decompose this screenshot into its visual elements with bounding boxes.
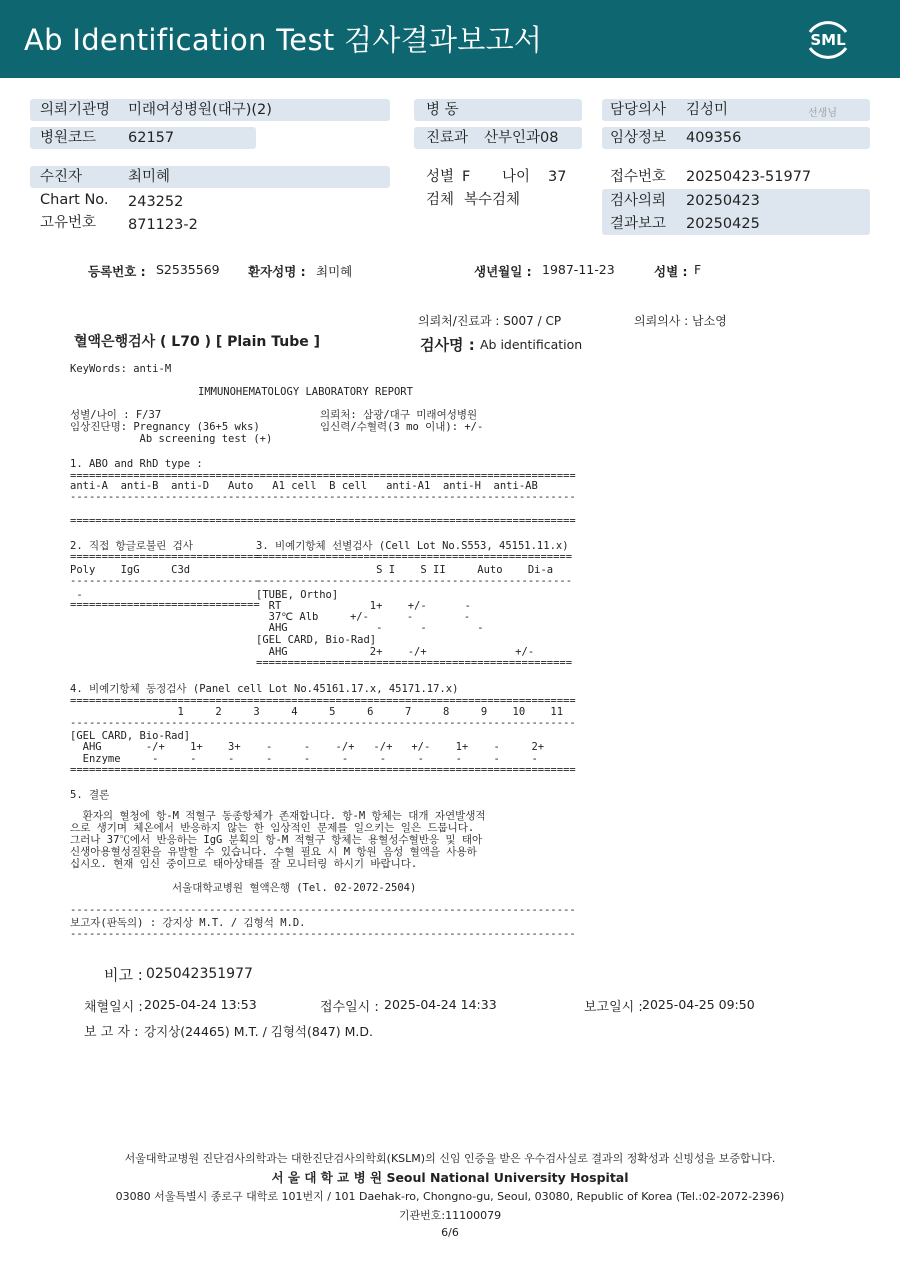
result-date-value: 20250425 bbox=[686, 216, 760, 232]
sex-label: 성별 bbox=[426, 169, 455, 185]
clinical-info-label: 임상정보 bbox=[610, 130, 667, 146]
screen-header-row: S I S II Auto Di-a bbox=[256, 564, 554, 576]
collect-value: 2025-04-24 13:53 bbox=[144, 997, 257, 1012]
hospital-code-label: 병원코드 bbox=[40, 130, 97, 146]
receipt-time-value: 2025-04-24 14:33 bbox=[384, 997, 497, 1012]
dat-value-row: - bbox=[70, 589, 83, 601]
doctor-role: 선생님 bbox=[808, 108, 837, 119]
double-rule: ================================================================================ bbox=[70, 764, 576, 776]
page-number: 6/6 bbox=[441, 1226, 459, 1239]
panel-header-row: 1 2 3 4 5 6 7 8 9 10 11 bbox=[70, 706, 564, 718]
reg-no-label: 등록번호 : bbox=[88, 264, 146, 279]
institution-label: 의뢰기관명 bbox=[40, 102, 111, 118]
request-date-value: 20250423 bbox=[686, 193, 760, 209]
screen-row: AHG 2+ -/+ +/- bbox=[256, 646, 535, 658]
report-header bbox=[0, 0, 900, 78]
doctor-value: 김성미 bbox=[686, 102, 729, 118]
dat-section-title: 2. 직접 항글로불린 검사 bbox=[70, 540, 193, 552]
double-rule: ================================================== bbox=[256, 657, 573, 669]
institution-number: 기관번호:11100079 bbox=[398, 1209, 502, 1222]
double-rule: ============================== bbox=[70, 551, 260, 563]
reporter-label: 보 고 자 : bbox=[84, 1025, 139, 1040]
reg-no-value: S2535569 bbox=[156, 262, 220, 277]
request-date-label: 검사의뢰 bbox=[610, 193, 667, 209]
department-label: 진료과 bbox=[426, 130, 469, 146]
reporter-value: 강지상(24465) M.T. / 김형석(847) M.D. bbox=[144, 1024, 373, 1039]
birth-label: 생년월일 : bbox=[474, 264, 532, 279]
patient-name-label: 환자성명 : bbox=[248, 264, 306, 279]
sex-age-line: 성별/나이 : F/37 bbox=[70, 409, 162, 421]
refer-line-1: 의뢰처: 삼광/대구 미래여성병원 bbox=[320, 409, 478, 421]
specimen-value: 복수검체 bbox=[464, 192, 521, 208]
abo-section-title: 1. ABO and RhD type : bbox=[70, 458, 203, 470]
panel-section-title: 4. 비예기항체 동정검사 (Panel cell Lot No.45161.17.x, 45171.17.x) bbox=[70, 683, 459, 695]
test-name-label: 검사명 : bbox=[420, 336, 475, 354]
receipt-no-value: 20250423-51977 bbox=[686, 169, 812, 185]
double-rule: ================================================================================ bbox=[70, 470, 576, 482]
clinical-info-value: 409356 bbox=[686, 130, 742, 146]
conclusion-line: 환자의 혈청에 항-M 적혈구 동종항체가 존재합니다. 항-M 항체는 대개 자연발생적 bbox=[70, 810, 486, 822]
order-doctor: 의뢰의사 : 남소영 bbox=[634, 314, 727, 328]
patient-value: 최미혜 bbox=[128, 169, 171, 185]
report-time-value: 2025-04-25 09:50 bbox=[642, 997, 755, 1012]
report-title: Ab Identification Test 검사결과보고서 bbox=[24, 23, 543, 57]
keywords: KeyWords: anti-M bbox=[70, 363, 172, 375]
conclusion-title: 5. 결론 bbox=[70, 789, 110, 801]
screen-section-title: 3. 비예기항체 선별검사 (Cell Lot No.S553, 45151.11.x) bbox=[256, 540, 569, 552]
abo-header-row: anti-A anti-B anti-D Auto A1 cell B cell anti-A1 anti-H anti-AB bbox=[70, 480, 538, 492]
double-rule: ============================== bbox=[70, 599, 260, 611]
screen-row: 37℃ Alb +/- - - bbox=[256, 611, 471, 623]
field-bar bbox=[30, 166, 390, 188]
screen-row: AHG - - - bbox=[256, 622, 484, 634]
reg-sex-value: F bbox=[694, 262, 702, 277]
hospital-code-value: 62157 bbox=[128, 130, 175, 146]
screen-row: RT 1+ +/- - bbox=[256, 600, 471, 612]
birth-value: 1987-11-23 bbox=[542, 262, 615, 277]
age-value: 37 bbox=[548, 169, 567, 185]
diagnosis-line-1: 임상진단명: Pregnancy (36+5 wks) bbox=[70, 421, 260, 433]
single-rule: -------------------------------------------------------------------------------- bbox=[70, 904, 576, 916]
sml-logo bbox=[800, 12, 856, 68]
unique-no-label: 고유번호 bbox=[40, 215, 97, 231]
reg-sex-label: 성별 : bbox=[654, 264, 688, 279]
remark-label: 비고 : bbox=[104, 966, 143, 984]
patient-name-value: 최미혜 bbox=[316, 264, 353, 279]
single-rule: ------------------------------ bbox=[70, 575, 260, 587]
double-rule: ================================================================================ bbox=[70, 515, 576, 527]
single-rule: -------------------------------------------------------------------------------- bbox=[70, 491, 576, 503]
sex-value: F bbox=[462, 169, 471, 185]
remark-value: 025042351977 bbox=[146, 966, 253, 982]
chart-no-label: Chart No. bbox=[40, 192, 109, 208]
doctor-label: 담당의사 bbox=[610, 102, 667, 118]
double-rule: ================================================================================ bbox=[70, 695, 576, 707]
single-rule: -------------------------------------------------------------------------------- bbox=[70, 928, 576, 940]
single-rule: -------------------------------------------------------------------------------- bbox=[70, 717, 576, 729]
double-rule: ================================================== bbox=[256, 551, 573, 563]
test-title: 혈액은행검사 ( L70 ) [ Plain Tube ] bbox=[74, 334, 321, 350]
panel-row: [GEL CARD, Bio-Rad] bbox=[70, 730, 191, 742]
ward-label: 병 동 bbox=[426, 102, 459, 118]
institution-value: 미래여성병원(대구)(2) bbox=[128, 102, 272, 118]
conclusion-line: 으로 생기며 체온에서 반응하지 않는 한 임상적인 문제를 일으키는 일은 드뭅니다. bbox=[70, 822, 475, 834]
unique-no-value: 871123-2 bbox=[128, 217, 198, 233]
conclusion-line: 십시오. 현재 임신 중이므로 태아상태를 잘 모니터링 하시기 바랍니다. bbox=[70, 858, 418, 870]
single-rule: -------------------------------------------------- bbox=[256, 575, 573, 587]
screen-row: [GEL CARD, Bio-Rad] bbox=[256, 634, 377, 646]
logo-text: SML bbox=[810, 31, 846, 49]
department-value: 산부인과08 bbox=[484, 130, 559, 146]
report-time-label: 보고일시 : bbox=[584, 1000, 643, 1015]
test-name-value: Ab identification bbox=[480, 337, 583, 352]
dat-header-row: Poly IgG C3d bbox=[70, 564, 191, 576]
panel-row: Enzyme - - - - - - - - - - - bbox=[70, 753, 538, 765]
report-signer: 보고자(판독의) : 강지상 M.T. / 김형석 M.D. bbox=[70, 917, 306, 929]
chart-no-value: 243252 bbox=[128, 194, 184, 210]
conclusion-line: 그러나 37℃에서 반응하는 IgG 분획의 항-M 적혈구 항체는 용혈성수혈반응 및 태아 bbox=[70, 834, 483, 846]
order-dept: 의뢰처/진료과 : S007 / CP bbox=[418, 314, 562, 328]
accreditation-line: 서울대학교병원 진단검사의학과는 대한진단검사의학회(KSLM)의 신임 인증을 받은 우수검사실로 결과의 정확성과 신빙성을 보증합니다. bbox=[124, 1152, 776, 1165]
diagnosis-line-2: Ab screening test (+) bbox=[70, 433, 273, 445]
hospital-address: 03080 서울특별시 종로구 대학로 101번지 / 101 Daehak-ro, Chongno-gu, Seoul, 03080, Republic of Korea (Tel.:02-2072-2396) bbox=[115, 1190, 785, 1203]
screen-row: [TUBE, Ortho] bbox=[256, 589, 339, 601]
report-heading: IMMUNOHEMATOLOGY LABORATORY REPORT bbox=[198, 386, 413, 398]
receipt-time-label: 접수일시 : bbox=[320, 1000, 379, 1015]
refer-line-2: 임신력/수혈력(3 mo 이내): +/- bbox=[320, 421, 484, 433]
collect-label: 채혈일시 : bbox=[84, 1000, 143, 1015]
receipt-no-label: 접수번호 bbox=[610, 169, 667, 185]
result-date-label: 결과보고 bbox=[610, 216, 667, 232]
age-label: 나이 bbox=[502, 169, 531, 185]
hospital-name: 서 울 대 학 교 병 원 Seoul National University Hospital bbox=[271, 1170, 629, 1185]
patient-label: 수진자 bbox=[40, 169, 83, 185]
panel-row: AHG -/+ 1+ 3+ - - -/+ -/+ +/- 1+ - 2+ bbox=[70, 741, 545, 753]
blood-bank-line: 서울대학교병원 혈액은행 (Tel. 02-2072-2504) bbox=[172, 882, 417, 894]
conclusion-line: 신생아용혈성질환을 유발할 수 있습니다. 수혈 필요 시 M 항원 음성 혈액을 사용하 bbox=[70, 846, 477, 858]
specimen-label: 검체 bbox=[426, 192, 455, 208]
